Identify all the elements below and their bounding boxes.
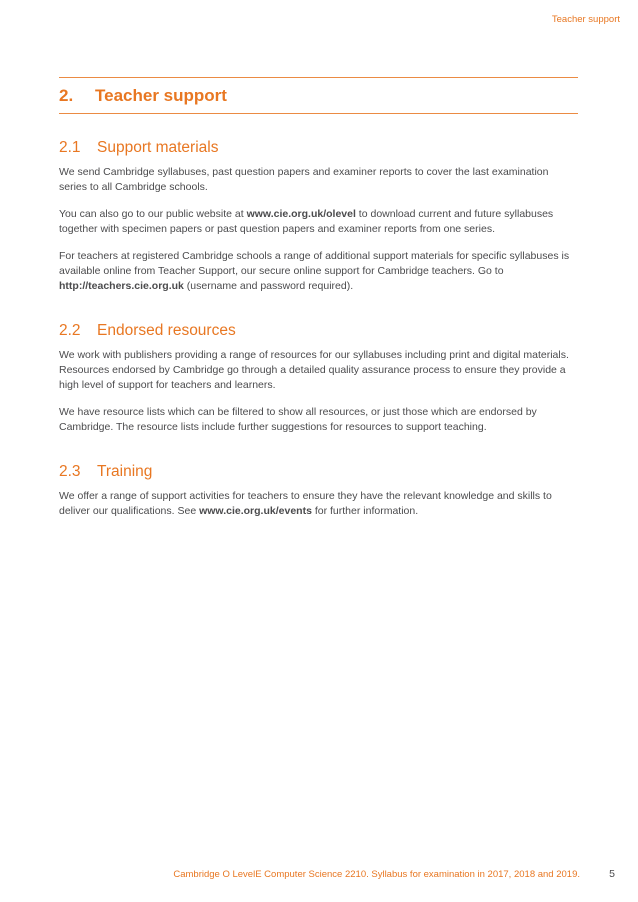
paragraph (59, 207, 578, 237)
text-run: (username and password required). (183, 280, 354, 292)
section-number: 2.2 (59, 322, 81, 339)
paragraph (59, 249, 578, 294)
running-head: Teacher support (551, 14, 620, 25)
chapter-title: Teacher support (95, 86, 227, 105)
bold-url-text: http://teachers.cie.org.uk (59, 280, 184, 292)
text-run: for further information. (311, 505, 419, 517)
text-run: We send Cambridge syllabuses, past question papers and examiner reports to cover the last examination series to all Cambridge schools. (59, 166, 549, 193)
text-run: to download current and future syllabuses together with specimen papers or past question papers and examiner reports from one series. (59, 208, 554, 235)
footer-syllabus-line: Cambridge O LevelE Computer Science 2210. Syllabus for examination in 2017, 2018 and 2019. (173, 869, 580, 880)
text-run: We have resource lists which can be filtered to show all resources, or just those which are endorsed by Cambridge. The resource lists include further suggestions for resources to support teaching. (59, 406, 537, 433)
chapter-heading (59, 86, 578, 106)
paragraph (59, 489, 578, 519)
text-run: You can also go to our public website at (59, 208, 247, 220)
section-title: Support materials (97, 139, 219, 156)
paragraph (59, 405, 578, 435)
chapter-number: 2. (59, 86, 74, 105)
section-training (59, 462, 578, 519)
section-heading (59, 462, 578, 481)
section-title: Endorsed resources (97, 322, 236, 339)
bold-url-text: www.cie.org.uk/events (199, 505, 312, 517)
section-number: 2.1 (59, 139, 81, 156)
section-heading (59, 321, 578, 340)
footer-page-number: 5 (609, 868, 615, 880)
paragraph (59, 348, 578, 393)
section-endorsed-resources (59, 321, 578, 435)
paragraph (59, 165, 578, 195)
section-support-materials (59, 138, 578, 294)
chapter-rule-top (59, 77, 578, 78)
page-content (59, 77, 578, 519)
chapter-rule-bottom (59, 113, 578, 114)
text-run: We offer a range of support activities for teachers to ensure they have the relevant knowledge and skills to deliver our qualifications. See (59, 490, 552, 517)
text-run: We work with publishers providing a range of resources for our syllabuses including print and digital materials. Resources endorsed by Cambridge go through a detailed quality assurance process to ensure they provide a high level of support for teachers and learners. (59, 349, 569, 391)
bold-url-text: www.cie.org.uk/olevel (246, 208, 356, 220)
section-number: 2.3 (59, 463, 81, 480)
section-title: Training (97, 463, 153, 480)
text-run: For teachers at registered Cambridge schools a range of additional support materials for specific syllabuses is available online from Teacher Support, our secure online support for Cambridge teachers. Go to (59, 250, 570, 277)
section-heading (59, 138, 578, 157)
